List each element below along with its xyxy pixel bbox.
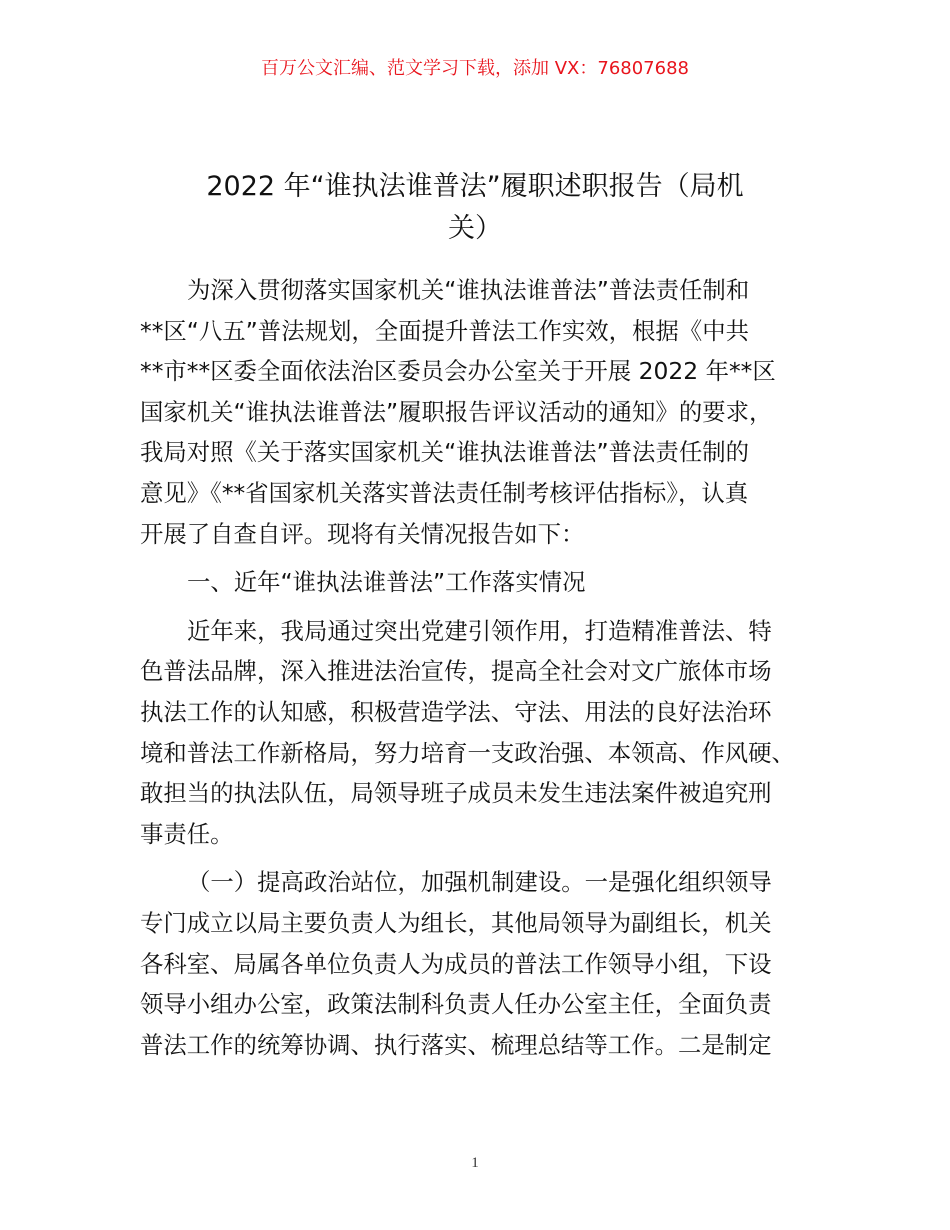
text-line: 我局对照《关于落实国家机关“谁执法谁普法”普法责任制的	[140, 438, 749, 467]
document-body	[140, 270, 820, 1065]
paragraph-intro	[140, 270, 820, 554]
text-line: 领导小组办公室，政策法制科负责人任办公室主任，全面负责	[140, 990, 772, 1019]
text-line: 意见》《**省国家机关落实普法责任制考核评估指标》，认真	[140, 478, 749, 507]
text-line: （一）提高政治站位，加强机制建设。一是强化组织领导	[187, 868, 772, 897]
text-line: **区“八五”普法规划，全面提升普法工作实效，根据《中共	[140, 316, 749, 345]
title-line: 2022 年“谁执法谁普法”履职述职报告（局机	[206, 171, 744, 202]
text-line: 执法工作的认知感，积极营造学法、守法、用法的良好法治环	[140, 697, 772, 726]
text-line: 事责任。	[140, 819, 234, 848]
text-line: 色普法品牌，深入推进法治宣传，提高全社会对文广旅体市场	[140, 657, 772, 686]
paragraph-section-1	[140, 611, 820, 855]
text-line: 为深入贯彻落实国家机关“谁执法谁普法”普法责任制和	[187, 276, 750, 304]
heading-line: 一、近年“谁执法谁普法”工作落实情况	[187, 568, 586, 597]
text-line: 开展了自查自评。现将有关情况报告如下：	[140, 519, 585, 548]
text-line: 各科室、局属各单位负责人为成员的普法工作领导小组，下设	[140, 949, 772, 978]
text-line: 近年来，我局通过突出党建引领作用，打造精准普法、特	[187, 616, 772, 645]
title-line: 关）	[448, 213, 502, 244]
page-number: 1	[471, 1155, 479, 1171]
text-line: 专门成立以局主要负责人为组长，其他局领导为副组长，机关	[140, 908, 772, 937]
text-line: 国家机关“谁执法谁普法”履职报告评议活动的通知》的要求，	[140, 397, 773, 426]
text-line: 敢担当的执法队伍，局领导班子成员未发生违法案件被追究刑	[140, 779, 772, 808]
text-line: 普法工作的统筹协调、执行落实、梳理总结等工作。二是制定	[140, 1030, 772, 1059]
text-line: 境和普法工作新格局，努力培育一支政治强、本领高、作风硬、	[140, 738, 795, 767]
document-title	[140, 166, 810, 250]
paragraph-subsection-1	[140, 862, 820, 1065]
text-line: **市**区委全面依法治区委员会办公室关于开展 2022 年**区	[140, 357, 776, 386]
section-heading	[140, 562, 820, 603]
header-banner: 百万公文汇编、范文学习下载，添加 VX：76807688	[261, 58, 689, 79]
